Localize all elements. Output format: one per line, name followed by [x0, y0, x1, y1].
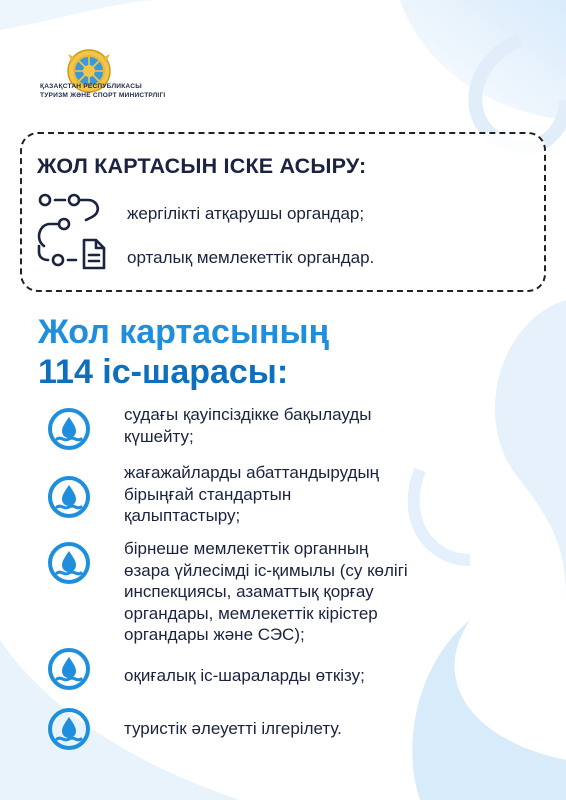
measure-line: судағы қауіпсіздікке бақылауды	[124, 405, 372, 424]
roadmap-title: ЖОЛ КАРТАСЫН ІСКЕ АСЫРУ:	[37, 154, 367, 178]
measure-line: оқиғалық іс-шараларды өткізу;	[124, 666, 365, 685]
measure-line: жағажайларды абаттандырудың	[124, 463, 380, 482]
measure-text	[124, 462, 514, 527]
measure-line: бірыңғай стандартын	[124, 484, 292, 504]
measure-line: бірнеше мемлекеттік органның	[124, 539, 369, 558]
water-drop-icon	[46, 406, 92, 452]
ministry-line-1: ҚАЗАҚСТАН РЕСПУБЛИКАСЫ	[40, 83, 142, 90]
ministry-line-2: ТУРИЗМ ЖӘНЕ СПОРТ МИНИСТРЛІГІ	[40, 92, 166, 99]
water-drop-icon	[46, 540, 92, 586]
measure-line: инспекциясы, азаматтық қорғау	[124, 582, 374, 601]
route-document-icon	[36, 190, 108, 270]
measure-line: өзара үйлесімді іс-қимылы (су көлігі	[124, 560, 408, 580]
measures-heading	[38, 312, 329, 392]
measure-text	[124, 538, 514, 646]
measure-line: органдары және СЭС);	[124, 625, 305, 644]
measure-line: қалыптастыру;	[124, 506, 241, 525]
water-drop-icon	[46, 706, 92, 752]
roadmap-item: жергілікті атқарушы органдар;	[127, 204, 365, 223]
measure-text	[124, 404, 514, 447]
measure-text	[124, 718, 514, 740]
ministry-name	[40, 82, 180, 100]
measure-line: органдары, мемлекеттік кірістер	[124, 603, 378, 623]
measures-heading-line-2: 114 іс-шарасы:	[38, 353, 289, 391]
measure-text	[124, 665, 514, 687]
roadmap-item: орталық мемлекеттік органдар.	[127, 248, 375, 267]
measure-line: туристік әлеуетті ілгерілету.	[124, 719, 342, 738]
measures-heading-line-1: Жол картасының	[38, 313, 330, 351]
water-drop-icon	[46, 474, 92, 520]
measure-line: күшейту;	[124, 426, 194, 446]
water-drop-icon	[46, 646, 92, 692]
roadmap-implementation-box	[20, 132, 546, 292]
